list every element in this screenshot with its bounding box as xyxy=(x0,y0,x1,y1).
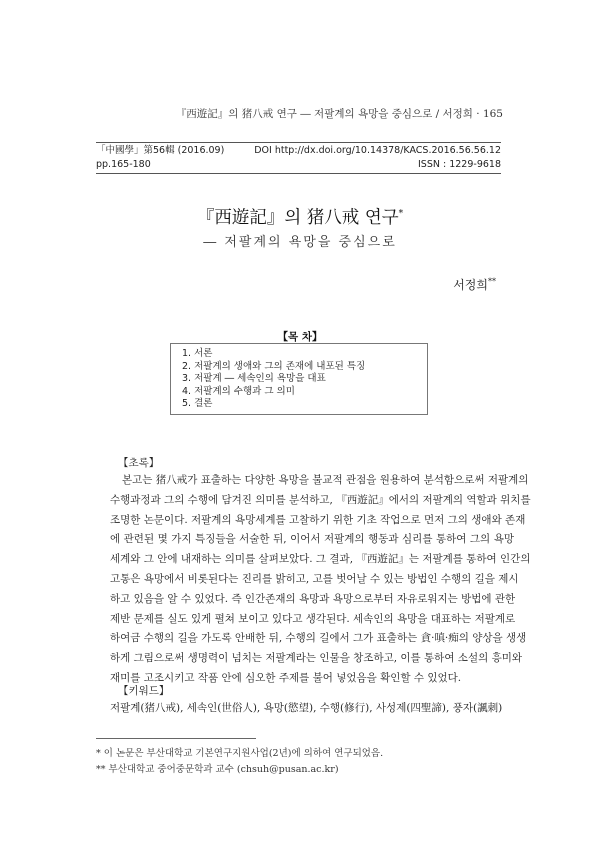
keywords-list: 저팔계(猪八戒), 세속인(世俗人), 욕망(慾望), 수행(修行), 사성제(四聖諦), 풍자(諷刺) xyxy=(110,702,503,714)
toc-heading: 【목 차】 xyxy=(277,331,323,343)
journal-citation: 「中國學」第56輯 (2016.09) xyxy=(96,145,225,156)
abstract-line: 하여금 수행의 길을 가도록 안배한 뒤, 수행의 길에서 그가 표출하는 貪·嗔·痴의 양상을 생생 xyxy=(110,632,527,645)
abstract-line: 하게 그림으로써 생명력이 넘치는 저팔계라는 인물을 창조하고, 이를 통하여 소설의 흥미와 xyxy=(110,652,523,665)
abstract-line: 하고 있음을 알 수 있었다. 즉 인간존재의 욕망과 욕망으로부터 자유로워지는 방법에 관한 xyxy=(110,592,516,605)
table-of-contents xyxy=(170,343,428,415)
author xyxy=(453,276,496,293)
footnote-affiliation: ** 부산대학교 중어중문학과 교수 (chsuh@pusan.ac.kr) xyxy=(96,764,339,775)
abstract-line: 제반 문제를 실도 있게 펼쳐 보이고 있다고 생각된다. 세속인의 욕망을 대표하는 저팔계로 xyxy=(110,612,516,625)
abstract-body xyxy=(110,471,531,689)
author-name: 서정희 xyxy=(453,278,488,292)
toc-item: 1. 서론 xyxy=(182,348,213,359)
toc-item: 3. 저팔계 ― 세속인의 욕망을 대표 xyxy=(182,373,326,385)
footnote-divider xyxy=(96,738,256,739)
abstract-line: 본고는 猪八戒가 표출하는 다양한 욕망을 불교적 관점을 원용하여 분석함으로써 저팔계의 xyxy=(122,474,529,486)
toc-item: 2. 저팔계의 생애와 그의 존재에 내포된 특징 xyxy=(182,360,366,372)
abstract-line: 조명한 논문이다. 저팔계의 욕망세계를 고찰하기 위한 기초 작업으로 먼저 그의 생애와 존재 xyxy=(110,513,526,526)
author-footnote-mark: ** xyxy=(488,277,496,286)
abstract-line: 수행과정과 그의 수행에 담겨진 의미를 분석하고, 『西遊記』에서의 저팔계의 역할과 위치를 xyxy=(110,493,531,506)
paper-title-text: 『西遊記』의 猪八戒 연구 xyxy=(196,208,399,228)
abstract-label: 【초록】 xyxy=(118,457,160,469)
running-header: 『西遊記』의 猪八戒 연구 ― 저팔계의 욕망을 중심으로 / 서정희 · 165 xyxy=(175,108,503,120)
toc-item: 4. 저팔계의 수행과 그 의미 xyxy=(182,385,295,397)
journal-info xyxy=(96,142,501,174)
abstract-line: 세계와 그 안에 내재하는 의미를 살펴보았다. 그 결과, 『西遊記』는 저팔계를 통하여 인간의 xyxy=(110,553,531,566)
abstract-line: 고통은 욕망에서 비롯된다는 진리를 밝히고, 고를 벗어날 수 있는 방법인 수행의 길을 제시 xyxy=(110,572,519,585)
paper-title xyxy=(0,204,600,229)
paper-subtitle: ― 저팔계의 욕망을 중심으로 xyxy=(203,235,397,250)
page-range: pp.165-180 xyxy=(96,159,151,170)
title-footnote-mark: * xyxy=(398,209,404,219)
footnote-funding: * 이 논문은 부산대학교 기본연구지원사업(2년)에 의하여 연구되었음. xyxy=(96,748,384,759)
abstract-line: 에 관련된 몇 가지 특징들을 서술한 뒤, 이어서 저팔계의 행동과 심리를 통하여 그의 욕망 xyxy=(110,533,514,546)
doi-link[interactable]: DOI http://dx.doi.org/10.14378/KACS.2016.56.56.12 xyxy=(254,145,501,156)
abstract-line: 재미를 고조시키고 작품 안에 심오한 주제를 불어 넣었음을 확인할 수 있었다. xyxy=(110,671,462,684)
issn: ISSN : 1229-9618 xyxy=(418,159,501,170)
toc-item: 5. 결론 xyxy=(182,398,213,410)
keywords-label: 【키워드】 xyxy=(118,685,170,697)
